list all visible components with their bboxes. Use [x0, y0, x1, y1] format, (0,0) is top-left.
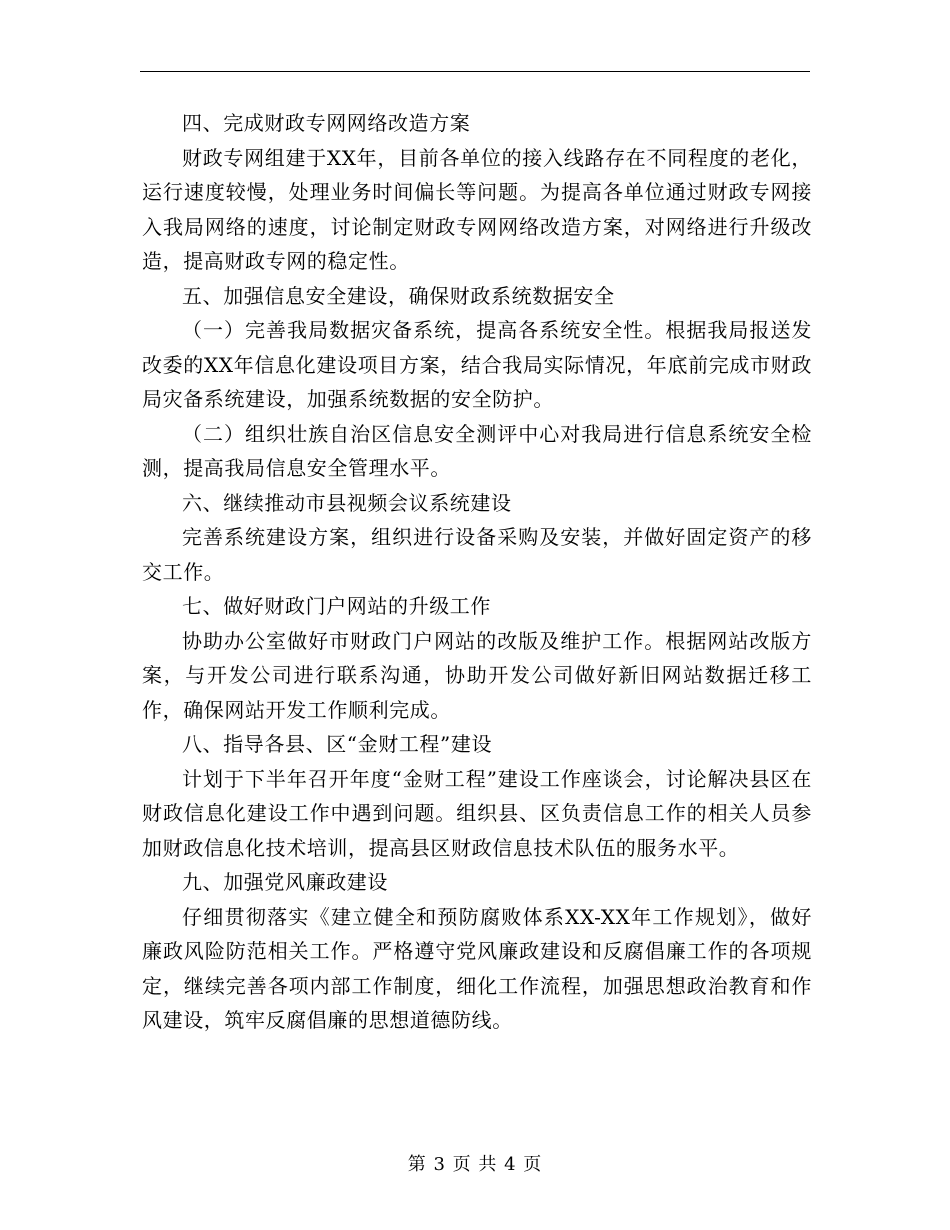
section-heading-9: 九、加强党风廉政建设: [182, 870, 388, 894]
section-heading-4: 四、完成财政专网网络改造方案: [182, 111, 471, 135]
paragraph-network-upgrade: 财政专网组建于XX年，目前各单位的接入线路存在不同程度的老化，运行速度较慢，处理业务时间偏长等问题。为提高各单位通过财政专网接入我局网络的速度，讨论制定财政专网网络改造方案，对网络进行升级改造，提高财政专网的稳定性。: [142, 145, 812, 273]
section-heading-8: 八、指导各县、区“金财工程”建设: [182, 732, 493, 756]
section-heading-5: 五、加强信息安全建设，确保财政系统数据安全: [182, 283, 615, 308]
paragraph-integrity: 仔细贯彻落实《建立健全和预防腐败体系XX-XX年工作规划》，做好廉政风险防范相关工作。严格遵守党风廉政建设和反腐倡廉工作的各项规定，继续完善各项内部工作制度，细化工作流程，加强思想政治教育和作风建设，筑牢反腐倡廉的思想道德防线。: [142, 904, 812, 1032]
paragraph-security-testing: （二）组织壮族自治区信息安全测评中心对我局进行信息系统安全检测，提高我局信息安全管理水平。: [142, 421, 812, 480]
section-heading-6: 六、继续推动市县视频会议系统建设: [182, 490, 512, 515]
document-body: [142, 106, 812, 1038]
paragraph-portal-upgrade: 协助办公室做好市财政门户网站的改版及维护工作。根据网站改版方案，与开发公司进行联系沟通，协助开发公司做好新旧网站数据迁移工作，确保网站开发工作顺利完成。: [142, 628, 812, 722]
paragraph-golden-finance: 计划于下半年召开年度“金财工程”建设工作座谈会，讨论解决县区在财政信息化建设工作中遇到问题。组织县、区负责信息工作的相关人员参加财政信息化技术培训，提高县区财政信息技术队伍的服务水平。: [142, 766, 812, 860]
section-heading-7: 七、做好财政门户网站的升级工作: [182, 594, 491, 618]
header-rule: [140, 71, 810, 72]
page-number-footer: 第 3 页 共 4 页: [407, 1154, 543, 1175]
paragraph-video-conference: 完善系统建设方案，组织进行设备采购及安装，并做好固定资产的移交工作。: [142, 525, 812, 584]
paragraph-disaster-backup: （一）完善我局数据灾备系统，提高各系统安全性。根据我局报送发改委的XX年信息化建设项目方案，结合我局实际情况，年底前完成市财政局灾备系统建设，加强系统数据的安全防护。: [142, 318, 812, 411]
